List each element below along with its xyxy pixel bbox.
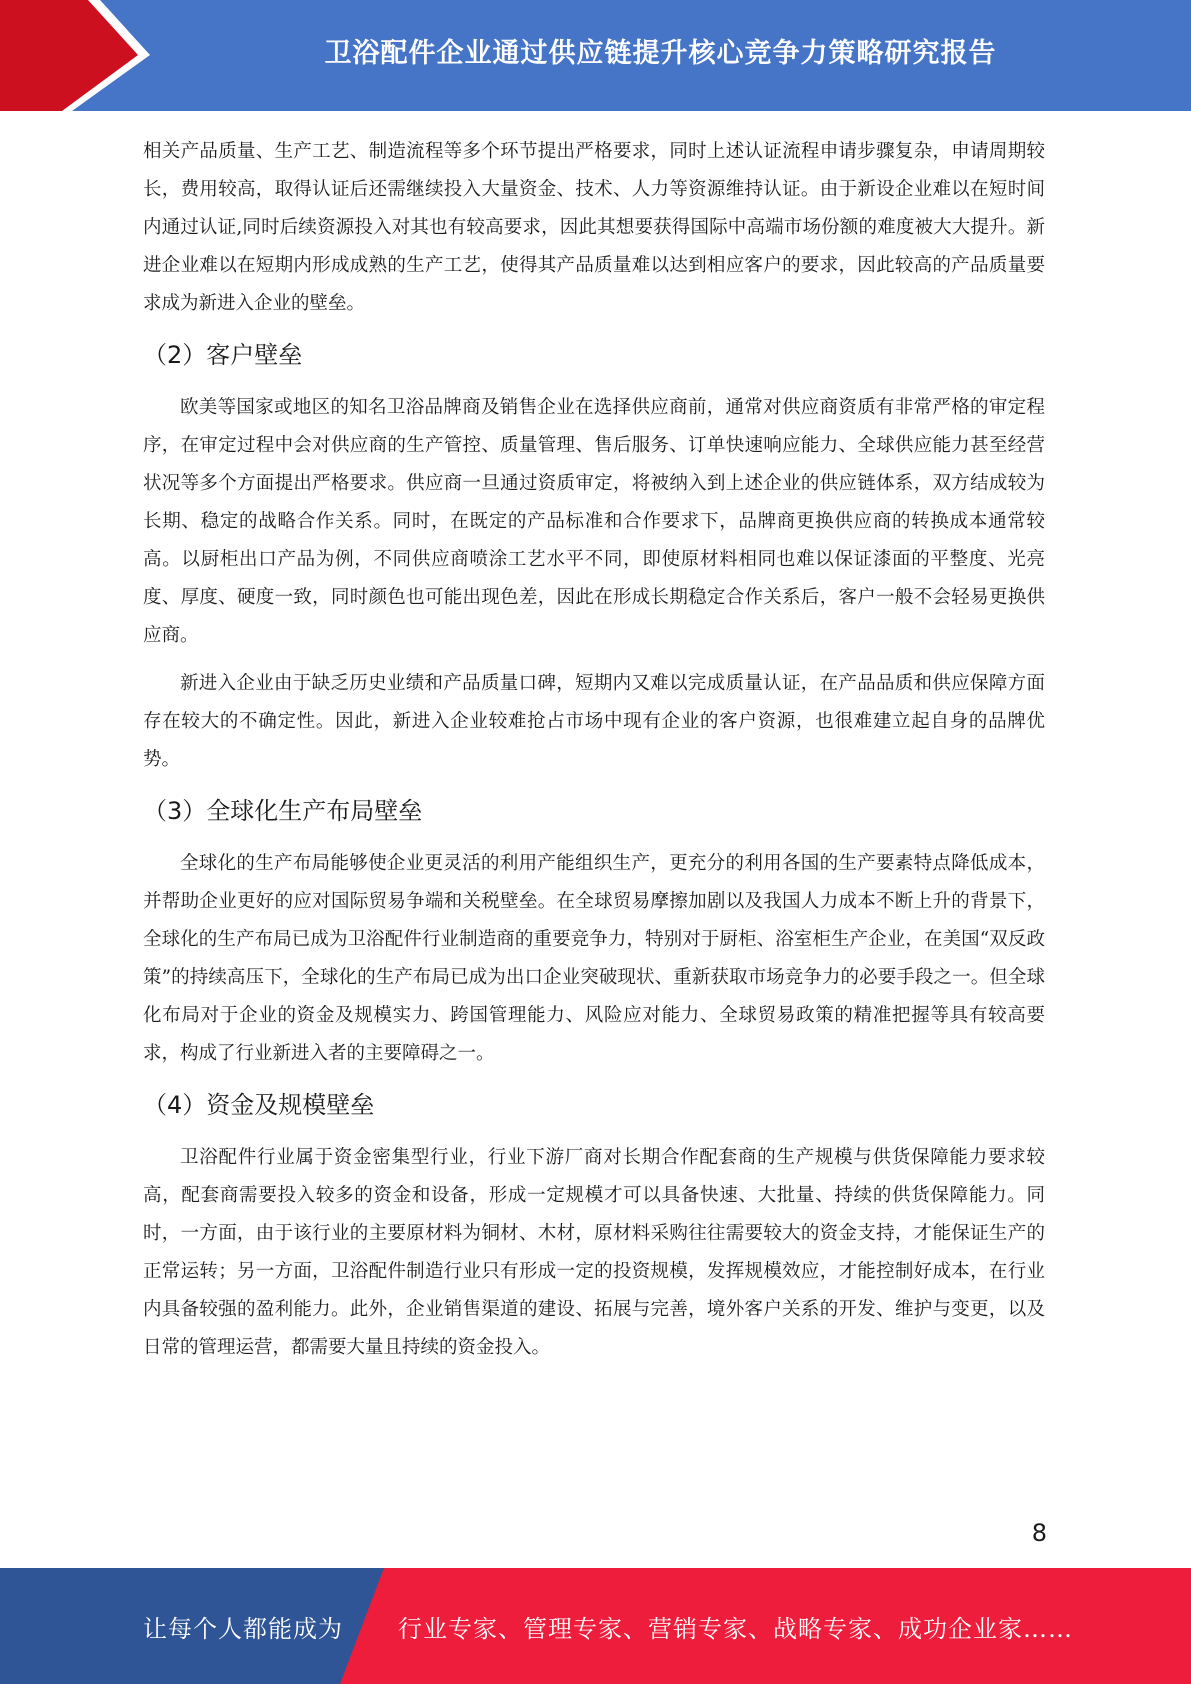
page-number: 8 (1031, 1519, 1047, 1547)
paragraph-global-layout-barrier: 全球化的生产布局能够使企业更灵活的利用产能组织生产，更充分的利用各国的生产要素特点降低成本，并帮助企业更好的应对国际贸易争端和关税壁垒。在全球贸易摩擦加剧以及我国人力成本不断上升的背景下，全球化的生产布局已成为卫浴配件行业制造商的重要竞争力，特别对于厨柜、浴室柜生产企业，在美国“双反政策”的持续高压下，全球化的生产布局已成为出口企业突破现状、重新获取市场竞争力的必要手段之一。但全球化布局对于企业的资金及规模实力、跨国管理能力、风险应对能力、全球贸易政策的精准把握等具有较高要求，构成了行业新进入者的主要障碍之一。 (143, 853, 1045, 1064)
paragraph-capital-scale-barrier: 卫浴配件行业属于资金密集型行业，行业下游厂商对长期合作配套商的生产规模与供货保障能力要求较高，配套商需要投入较多的资金和设备，形成一定规模才可以具备快速、大批量、持续的供货保障能力。同时，一方面，由于该行业的主要原材料为铜材、木材，原材料采购往往需要较大的资金支持，才能保证生产的正常运转；另一方面，卫浴配件制造行业只有形成一定的投资规模，发挥规模效应，才能控制好成本，在行业内具备较强的盈利能力。此外，企业销售渠道的建设、拓展与完善，境外客户关系的开发、维护与变更，以及日常的管理运营，都需要大量且持续的资金投入。 (143, 1147, 1045, 1358)
section-heading-customer-barrier: （2）客户壁垒 (143, 341, 303, 369)
report-title: 卫浴配件企业通过供应链提升核心竞争力策略研究报告 (324, 37, 997, 69)
page-footer (0, 1568, 1191, 1684)
paragraph-new-entrants: 新进入企业由于缺乏历史业绩和产品质量口碑，短期内又难以完成质量认证，在产品品质和供应保障方面存在较大的不确定性。因此，新进入企业较难抢占市场中现有企业的客户资源，也很难建立起自身的品牌优势。 (143, 673, 1045, 770)
page-content (143, 133, 1045, 1377)
paragraph-customer-barrier: 欧美等国家或地区的知名卫浴品牌商及销售企业在选择供应商前，通常对供应商资质有非常严格的审定程序，在审定过程中会对供应商的生产管控、质量管理、售后服务、订单快速响应能力、全球供应能力甚至经营状况等多个方面提出严格要求。供应商一旦通过资质审定，将被纳入到上述企业的供应链体系，双方结成较为长期、稳定的战略合作关系。同时，在既定的产品标准和合作要求下，品牌商更换供应商的转换成本通常较高。以厨柜出口产品为例，不同供应商喷涂工艺水平不同，即使原材料相同也难以保证漆面的平整度、光亮度、厚度、硬度一致，同时颜色也可能出现色差，因此在形成长期稳定合作关系后，客户一般不会轻易更换供应商。 (143, 397, 1045, 646)
paragraph-certification-continued: 相关产品质量、生产工艺、制造流程等多个环节提出严格要求，同时上述认证流程申请步骤复杂，申请周期较长，费用较高，取得认证后还需继续投入大量资金、技术、人力等资源维持认证。由于新设企业难以在短时间内通过认证,同时后续资源投入对其也有较高要求，因此其想要获得国际中高端市场份额的难度被大大提升。新进企业难以在短期内形成成熟的生产工艺，使得其产品质量难以达到相应客户的要求，因此较高的产品质量要求成为新进入企业的壁垒。 (143, 141, 1045, 314)
footer-slogan-right: 行业专家、管理专家、营销专家、战略专家、成功企业家…… (398, 1614, 1073, 1643)
footer-slogan-left: 让每个人都能成为 (143, 1614, 343, 1643)
header-arrow-decoration (0, 0, 160, 111)
section-heading-global-layout-barrier: （3）全球化生产布局壁垒 (143, 797, 423, 825)
page-header (0, 0, 1191, 111)
section-heading-capital-scale-barrier: （4）资金及规模壁垒 (143, 1091, 375, 1119)
